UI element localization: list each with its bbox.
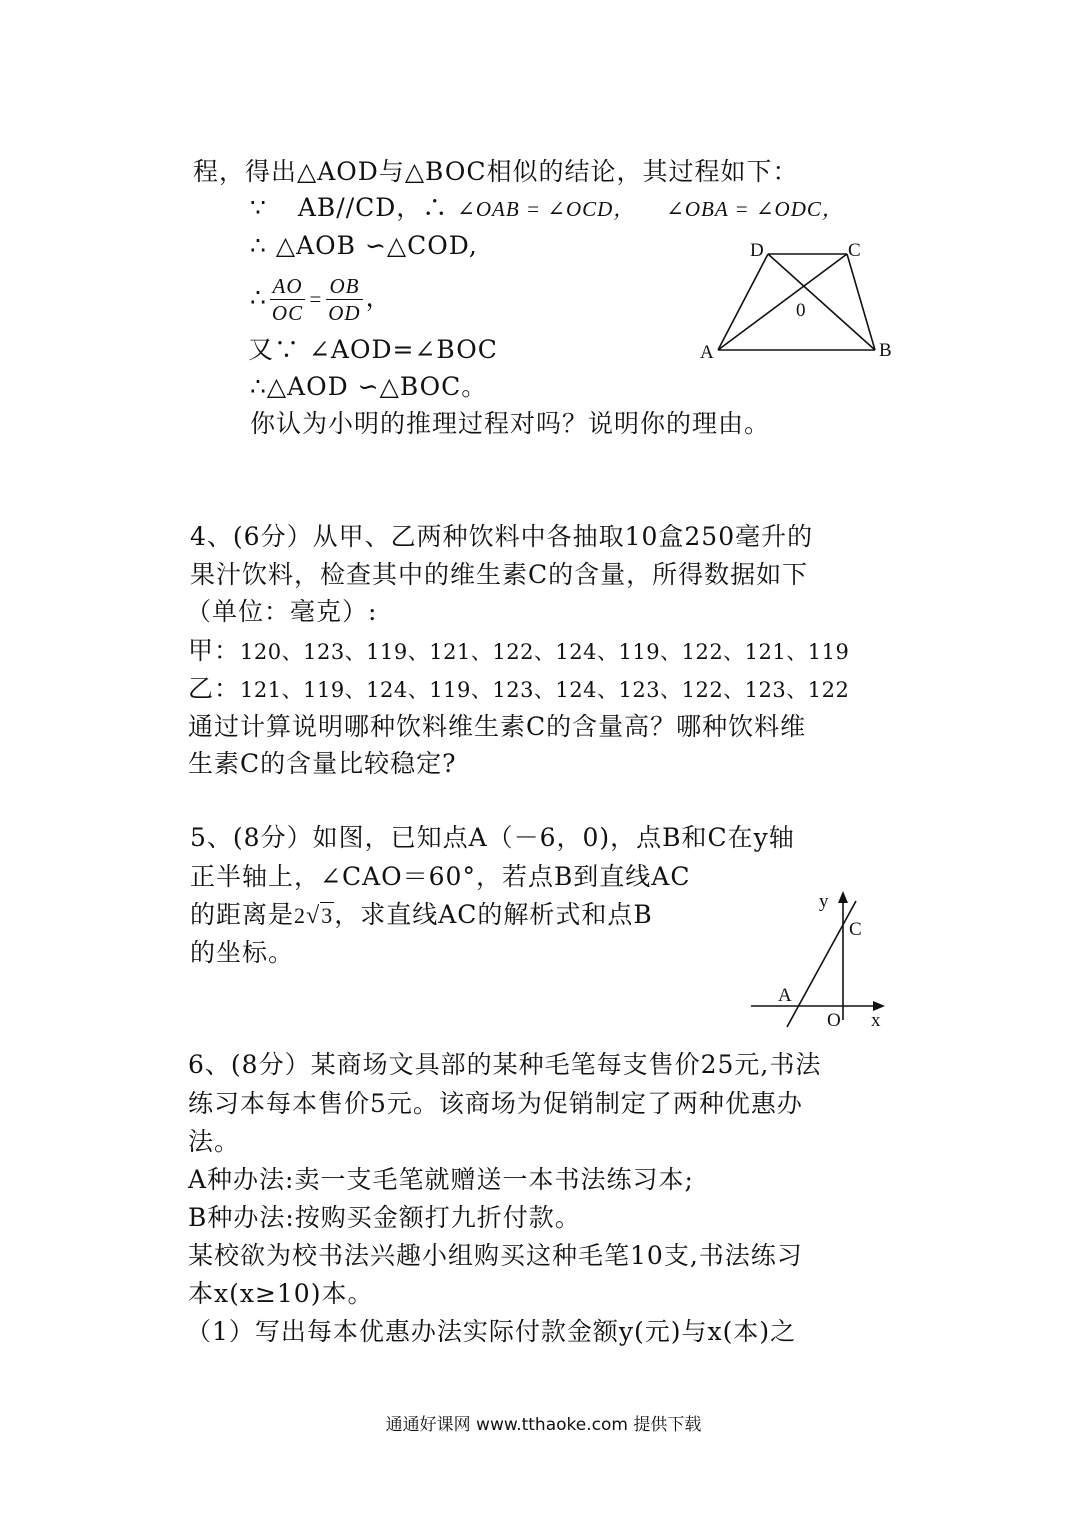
p3-step5: ∴△AOD ∽△BOC。 [250, 372, 488, 401]
p6-line3: 法。 [188, 1127, 241, 1156]
axis-label-y: y [819, 891, 829, 912]
p3-step3-equals: = [308, 287, 324, 311]
label-a: A [700, 342, 714, 363]
p3-step3 [250, 270, 392, 326]
label-c: C [848, 240, 861, 261]
radical-expression: 2√3 [294, 903, 334, 929]
coordinate-figure [745, 885, 900, 1030]
p6-line1: 6、(8分）某商场文具部的某种毛笔每支售价25元,书法 [188, 1050, 822, 1079]
trapezoid-figure [690, 230, 905, 370]
p6-line8: （1）写出每本优惠办法实际付款金额y(元)与x(本)之 [186, 1317, 797, 1346]
p3-step1-because: ∵ [250, 193, 267, 222]
page-footer: 通通好课网 www.tthaoke.com 提供下载 [385, 1415, 702, 1435]
p4-line2: 果汁饮料，检查其中的维生素C的含量，所得数据如下 [190, 560, 809, 589]
p6-line2: 练习本每本售价5元。该商场为促销制定了两种优惠办 [188, 1089, 803, 1118]
p5-line2: 正半轴上，∠CAO＝60°，若点B到直线AC [190, 862, 691, 891]
p3-step2: ∴ △AOB ∽△COD, [250, 231, 478, 260]
label-origin: O [827, 1010, 841, 1030]
p4-line1: 4、(6分）从甲、乙两种饮料中各抽取10盒250毫升的 [190, 522, 814, 551]
p4-jia-values: 120、123、119、121、122、124、119、122、121、119 [240, 640, 850, 664]
p5-line3-pre: 的距离是 [190, 900, 295, 929]
p6-line4: A种办法:卖一支毛笔就赠送一本书法练习本; [188, 1165, 694, 1194]
p5-line4: 的坐标。 [190, 938, 295, 967]
p4-line6: 通过计算说明哪种饮料维生素C的含量高？哪种饮料维 [188, 712, 807, 741]
axis-label-x: x [871, 1010, 881, 1030]
p3-step3-tail: ， [365, 283, 392, 312]
p4-yi-values: 121、119、124、119、123、124、123、122、123、122 [240, 678, 850, 702]
p3-step1-eq1: ∠OAB = ∠OCD， [457, 197, 636, 221]
p4-yi-row [188, 674, 849, 705]
label-c: C [849, 919, 862, 940]
label-o: 0 [796, 300, 806, 321]
p3-step1-eq2: ∠OBA = ∠ODC， [666, 197, 844, 221]
p4-line7: 生素C的含量比较稳定? [188, 749, 457, 778]
label-b: B [879, 340, 892, 361]
p5-line3 [190, 900, 653, 931]
p3-question: 你认为小明的推理过程对吗？说明你的理由。 [250, 409, 771, 438]
p5-line3-post: ，求直线AC的解析式和点B [334, 900, 653, 929]
p3-step4: 又∵ ∠AOD=∠BOC [248, 335, 498, 364]
p3-step1 [250, 193, 844, 224]
p3-fraction-ao-oc: $\frac{AO}{OC}$ [271, 274, 304, 325]
p6-line5: B种办法:按购买金额打九折付款。 [188, 1203, 581, 1232]
p5-line1: 5、(8分）如图，已知点A（－6，0)，点B和C在y轴 [190, 823, 795, 852]
p4-jia-label: 甲： [188, 636, 241, 665]
p3-step1-given: AB//CD，∴ [297, 193, 449, 222]
p4-yi-label: 乙： [188, 674, 241, 703]
p6-line7: 本x(x≥10)本。 [188, 1279, 374, 1308]
p4-line3: （单位：毫克）: [186, 597, 378, 626]
p4-jia-row [188, 636, 849, 667]
p3-step3-therefore: ∴ [250, 283, 267, 312]
label-a: A [778, 985, 792, 1006]
label-d: D [750, 240, 764, 261]
p3-intro: 程，得出△AOD与△BOC相似的结论，其过程如下： [193, 157, 799, 186]
p3-fraction-ob-od: $\frac{OB}{OD}$ [328, 274, 361, 325]
p6-line6: 某校欲为校书法兴趣小组购买这种毛笔10支,书法练习 [188, 1241, 803, 1270]
